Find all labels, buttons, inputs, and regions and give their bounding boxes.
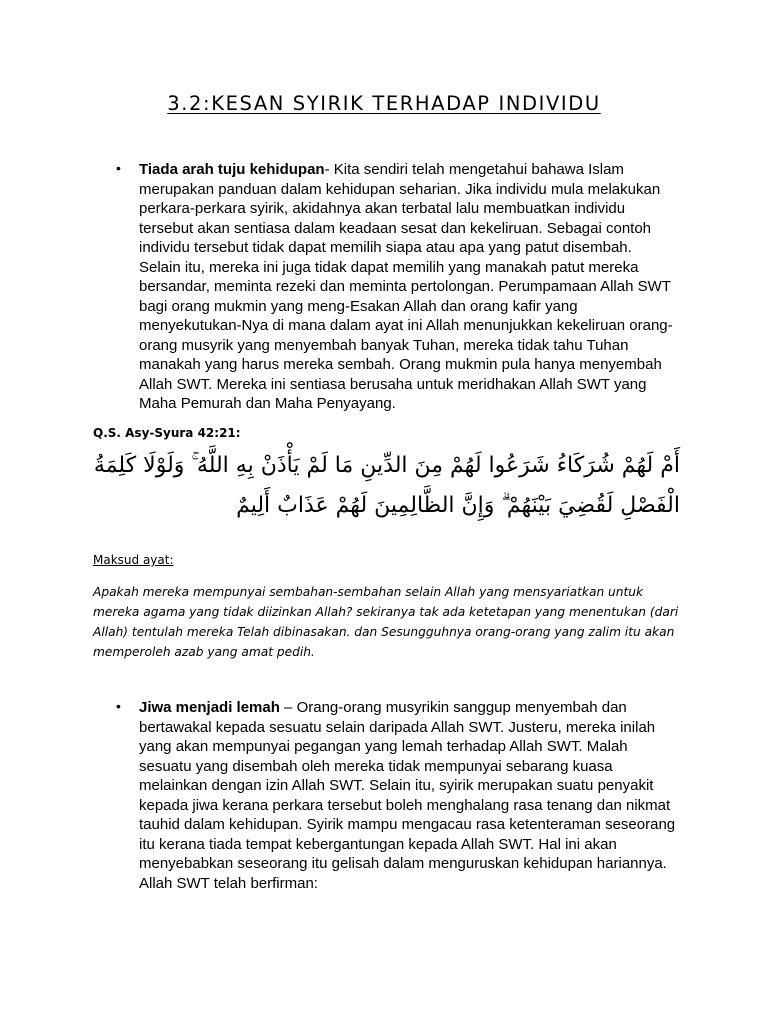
bullet-marker: •: [116, 698, 121, 714]
meaning-label: Maksud ayat:: [93, 553, 174, 567]
bullet-marker: •: [116, 160, 121, 176]
arabic-verse: أَمْ لَهُمْ شُرَكَاءُ شَرَعُوا لَهُمْ مِنَ الدِّينِ مَا لَمْ يَأْذَنْ بِهِ اللَّهُ ۚ وَلَوْلَا كَلِمَةُ الْفَصْلِ لَقُضِيَ بَيْنَهُمْ ۗ وَإِنَّ الظَّالِمِينَ لَهُمْ عَذَابٌ أَلِيمٌ: [93, 453, 680, 518]
bullet-heading: Jiwa menjadi lemah: [139, 699, 280, 716]
bullet-body: – Orang-orang musyrikin sanggup menyembah dan bertawakal kepada sesuatu selain daripada Allah SWT. Justeru, mereka inilah yang akan mempunyai pegangan yang lemah terhadap Allah SWT. Malah sesuatu yang disembah oleh mereka tidak mempunyai sebarang kuasa melainkan dengan izin Allah SWT. Selain itu, syirik merupakan suatu penyakit kepada jiwa kerana perkara tersebut boleh menghalang rasa tenang dan nikmat tauhid dalam kehidupan. Syirik mampu mengacau rasa ketenteraman seseorang itu kerana tiada tempat kebergantungan kepada Allah SWT. Hal ini akan menyebabkan seseorang itu gelisah dalam menguruskan kehidupan hariannya. Allah SWT telah berfirman:: [139, 699, 676, 892]
paragraph-jiwa-lemah: [139, 698, 676, 893]
bullet-body: - Kita sendiri telah mengetahui bahawa Islam merupakan panduan dalam kehidupan seharian. Jika individu mula melakukan perkara-perkara syirik, akidahnya akan terbatal lalu membuatkan individu tersebut akan sentiasa dalam keadaan sesat dan kekeliruan. Sebagai contoh individu tersebut tidak dapat memilih siapa atau apa yang patut disembah. Selain itu, mereka ini juga tidak dapat memilih yang manakah patut mereka bersandar, meminta rezeki dan meminta pertolongan. Perumpamaan Allah SWT bagi orang mukmin yang meng-Esakan Allah dan orang kafir yang menyekutukan-Nya di mana dalam ayat ini Allah menunjukkan kekeliruan orang-orang musyrik yang menyembah banyak Tuhan, mereka tidak tahu Tuhan manakah yang harus mereka sembah. Orang mukmin pula hanya menyembah Allah SWT. Mereka ini sentiasa berusaha untuk meridhakan Allah SWT yang Maha Pemurah dan Maha Penyayang.: [139, 161, 673, 412]
verse-reference: Q.S. Asy-Syura 42:21:: [93, 426, 241, 440]
paragraph-tiada-arah: [139, 160, 676, 414]
page-title: 3.2:KESAN SYIRIK TERHADAP INDIVIDU: [167, 92, 601, 115]
verse-meaning: Apakah mereka mempunyai sembahan-sembahan selain Allah yang mensyariatkan untuk mereka agama yang tidak diizinkan Allah? sekiranya tak ada ketetapan yang menentukan (dari Allah) tentulah mereka Telah dibinasakan. dan Sesungguhnya orang-orang yang zalim itu akan memperoleh azab yang amat pedih.: [93, 585, 679, 659]
bullet-item-tiada-arah: [116, 160, 676, 414]
bullet-heading: Tiada arah tuju kehidupan: [139, 161, 325, 178]
bullet-item-jiwa-lemah: [116, 698, 676, 893]
